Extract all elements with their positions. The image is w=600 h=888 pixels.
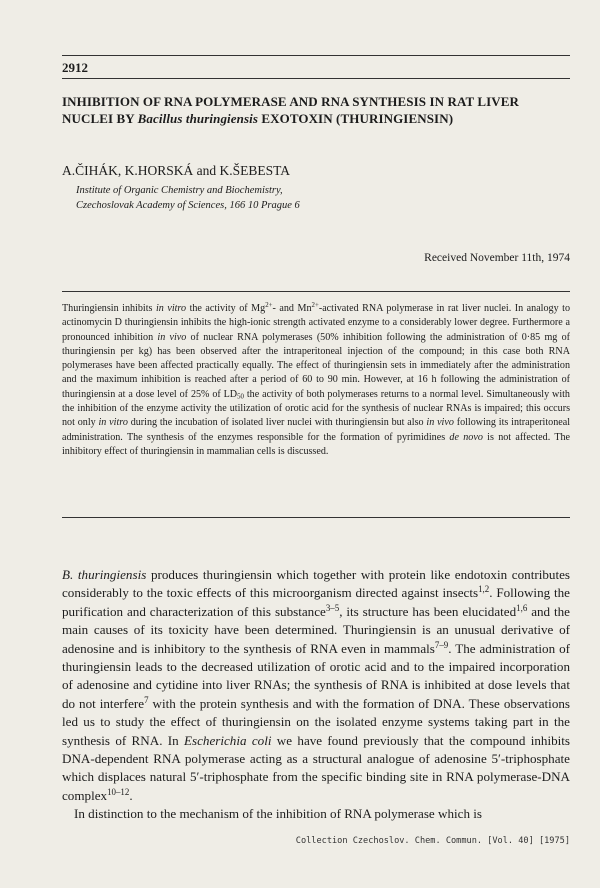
body-text-run: we have found previously that the compound inhibits DNA-dependent RNA polymerase acting as a structural analogue of adenosine 5′-triphosphate which displaces natural 5′-triphosphate from the specific binding site in RNA polymerase-DNA complex — [62, 732, 571, 803]
abstract-text: the activity of Mg — [186, 303, 266, 314]
reference-superscript: 1,6 — [516, 602, 528, 613]
title-part-2: EXOTOXIN (THURINGIENSIN) — [258, 111, 454, 126]
body-paragraph-2: In distinction to the mechanism of the inhibition of RNA polymerase which is — [74, 806, 483, 822]
reference-superscript: 7–9 — [434, 639, 449, 650]
article-title — [62, 93, 570, 127]
reference-superscript: 3–5 — [325, 602, 340, 613]
abstract-italic: de novo — [449, 431, 483, 443]
body-italic: Escherichia coli — [184, 732, 272, 748]
body-text-run: produces thuringiensin which together with protein like endotoxin contributes considerably to the toxic effects of this microorganism directed against insects — [62, 567, 570, 601]
abstract-subscript: 50 — [237, 393, 244, 401]
abstract-text: of nuclear RNA polymerases (50% inhibition following the administration of 0·85 mg of thuringiensin per kg) has been observed after the intraperitoneal injection of the compound; in this case both RNA polymerases have been affected practically equally. The effect of thuringiensin sets in immediately after the administration and the maximum inhibition is reached after a period of 60 to 90 min. However, at 16 h following the administration of thuringiensin at a dose level of 25% of LD — [62, 331, 570, 400]
abstract-italic: in vivo — [157, 331, 187, 343]
reference-superscript: 10–12 — [107, 786, 130, 797]
body-text-run: . — [129, 787, 133, 803]
affiliation — [76, 183, 300, 213]
reference-superscript: 1,2 — [478, 584, 490, 595]
abstract-text: during the incubation of isolated liver nuclei with thuringiensin but also — [127, 417, 427, 429]
body-italic: B. thuringiensis — [62, 567, 147, 582]
abstract-text: Thuringiensin inhibits — [62, 303, 156, 314]
abstract-text: the activity of both polymerases returns to a normal level. Simultaneously with the inhibition of the enzyme activity the utilization of orotic acid for the synthesis of nuclear RNAs is impaired; this occurs not only — [62, 388, 570, 429]
reference-superscript: 7 — [144, 694, 149, 705]
body-text — [62, 566, 570, 824]
abstract-text: -activated RNA polymerase in rat liver nuclei. In analogy to actinomycin D thuringiensin inhibits the high-ionic strength activated enzyme to a considerably lower degree. Furthermore a pronounced inhibition — [62, 303, 570, 343]
title-species: Bacillus thuringiensis — [137, 111, 258, 126]
header-top-rule — [62, 55, 570, 56]
abstract-top-rule — [62, 291, 570, 292]
body-text-run: and the main causes of its toxicity have been determined. Thuringiensin is an unusual derivative of adenosine and is inhibitory to the synthesis of RNA even in mammals — [62, 603, 570, 656]
abstract-text: - and Mn — [272, 303, 312, 314]
abstract-bottom-rule — [62, 517, 570, 518]
authors: A.ČIHÁK, K.HORSKÁ and K.ŠEBESTA — [62, 163, 291, 178]
title-part-1: INHIBITION OF RNA POLYMERASE AND RNA SYNTHESIS IN RAT LIVER NUCLEI BY — [62, 94, 520, 126]
paper-page — [62, 0, 570, 888]
abstract-italic: in vitro — [155, 303, 187, 314]
body-text-run: , its structure has been elucidated — [339, 603, 517, 619]
abstract-superscript: 2+ — [265, 302, 273, 310]
body-text-run: . The administration of thuringiensin leads to the decreased utilization of orotic acid and to the impaired incorporation of adenosine and cytidine into liver RNAs; the synthesis of RNA is inhibited at dose levels that do not interfere — [62, 640, 570, 711]
affiliation-line-2: Czechoslovak Academy of Sciences, 166 10 Prague 6 — [76, 200, 300, 211]
body-text-run: with the protein synthesis and with the formation of DNA. These observations led us to study the effect of thuringiensin on the isolated enzyme systems taking part in the synthesis of RNA. In — [62, 695, 571, 748]
received-date: Received November 11th, 1974 — [424, 252, 570, 264]
body-paragraph-1 — [62, 566, 570, 805]
header-bottom-rule — [62, 78, 570, 79]
abstract-text: following its intraperitoneal administration. The synthesis of the enzymes responsible for the formation of pyrimidines — [62, 417, 571, 443]
abstract-italic: in vivo — [426, 417, 454, 429]
affiliation-line-1: Institute of Organic Chemistry and Biochemistry, — [76, 185, 283, 196]
abstract-paragraph — [62, 302, 570, 459]
abstract-superscript: 2+ — [311, 302, 319, 310]
page-number: 2912 — [62, 60, 88, 75]
journal-citation-footer: Collection Czechoslov. Chem. Commun. [Vol. 40] [1975] — [295, 836, 570, 846]
abstract-italic: in vitro — [98, 417, 128, 429]
abstract — [62, 302, 570, 459]
abstract-text: is not affected. The inhibitory effect of thuringiensin in mammalian cells is discussed. — [62, 431, 571, 457]
body-text-run: . Following the purification and characterization of this substance — [62, 585, 570, 619]
